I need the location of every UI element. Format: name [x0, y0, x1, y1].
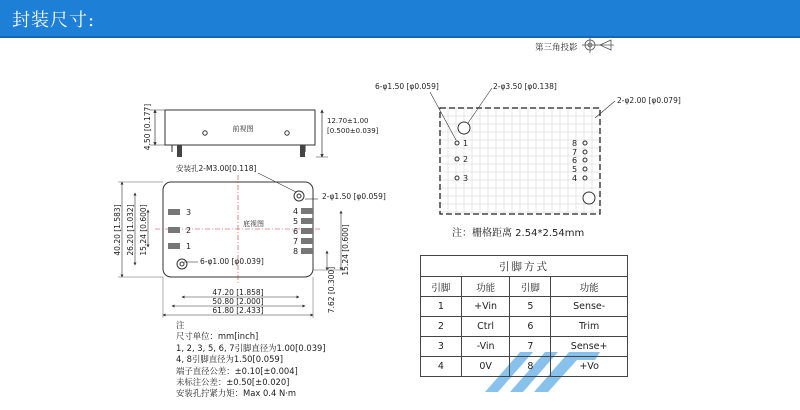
pin-table: [420, 255, 628, 377]
front-height-dim: 4.50 [0.177]: [143, 103, 152, 151]
note-line: 未标注公差：±0.50[±0.020]: [176, 377, 290, 388]
dim-right-1: 7.62 [0.300]: [327, 266, 336, 314]
pcb-left-pin: 3: [463, 174, 469, 183]
pin-table-row: [421, 357, 628, 377]
pin-length-dim-1: 12.70±1.00: [327, 117, 369, 125]
pin-table-row: [421, 337, 628, 357]
notes-title: 注: [176, 320, 185, 330]
pin-table-title: 引脚方式: [421, 256, 628, 277]
pin-number: 3: [421, 337, 462, 357]
pin-number: 7: [510, 337, 551, 357]
grid-note: 注：栅格距离 2.54*2.54mm: [452, 228, 585, 239]
bottom-left-pin: 3: [186, 208, 192, 217]
bottom-right-pin: 8: [293, 247, 299, 256]
pcb-right-pin: 5: [572, 165, 578, 174]
pin-table-header: 引脚: [421, 277, 462, 297]
pin-hole-large-label: 2-φ1.50 [φ0.059]: [322, 192, 386, 201]
front-view: [143, 104, 379, 157]
front-view-label: 前视图: [232, 125, 254, 133]
bottom-view: [113, 163, 386, 318]
pcb-right-pin: 7: [572, 148, 578, 157]
dim-height-outer: 40.20 [1.583]: [113, 204, 122, 256]
pin-function: Trim: [551, 317, 628, 337]
third-angle-projection-icon: [582, 37, 614, 53]
pin-number: 1: [421, 297, 462, 317]
pin-number: 4: [421, 357, 462, 377]
dim-height-mid: 26.20 [1.032]: [126, 204, 135, 256]
note-line: 安装孔拧紧力矩：Max 0.4 N·m: [176, 388, 297, 399]
note-line: 尺寸单位：mm[inch]: [176, 331, 259, 342]
bottom-left-pin: 1: [186, 242, 192, 251]
note-line: 1, 2, 3, 5, 6, 7引脚直径为1.00[0.039]: [176, 342, 326, 353]
bottom-right-pin: 4: [293, 207, 299, 216]
pin-hole-small-label: 6-φ1.00 [φ0.039]: [200, 257, 264, 266]
pcb-hole-1-label: 6-φ1.50 [φ0.059]: [375, 82, 439, 91]
pin-table-header: 功能: [461, 277, 510, 297]
dim-width-3: 61.80 [2.433]: [212, 306, 264, 315]
pcb-layout-view: [375, 82, 681, 214]
dim-width-1: 47.20 [1.858]: [212, 288, 264, 297]
bottom-view-label: 底视图: [243, 220, 264, 228]
header-title: 封装尺寸:: [12, 10, 96, 31]
note-line: 4, 8引脚直径为1.50[0.059]: [176, 354, 284, 365]
dim-width-2: 50.80 [2.000]: [212, 297, 264, 306]
dim-height-inner: 15.24 [0.600]: [139, 204, 148, 256]
pin-function: +Vo: [551, 357, 628, 377]
pin-table-row: [421, 317, 628, 337]
pin-function: Sense-: [551, 297, 628, 317]
pin-number: 6: [510, 317, 551, 337]
pin-function: -Vin: [461, 337, 510, 357]
pin-number: 5: [510, 297, 551, 317]
pcb-left-pin: 2: [463, 155, 469, 164]
pcb-hole-2-label: 2-φ3.50 [φ0.138]: [493, 82, 557, 91]
pcb-hole-3-label: 2-φ2.00 [φ0.079]: [617, 96, 681, 105]
bottom-right-pin: 7: [293, 237, 299, 246]
dim-right-2: 15.24 [0.600]: [341, 224, 350, 276]
note-line: 端子直径公差：±0.10[±0.004]: [176, 365, 298, 376]
pin-number: 2: [421, 317, 462, 337]
bottom-right-pin: 5: [293, 217, 299, 226]
pin-table-header: 引脚: [510, 277, 551, 297]
mount-hole-label: 安装孔2-M3.00[0.118]: [176, 164, 257, 173]
pcb-right-pin: 6: [572, 156, 578, 165]
pin-number: 8: [510, 357, 551, 377]
pcb-left-pin: 1: [463, 139, 469, 148]
pin-function: 0V: [461, 357, 510, 377]
pin-table-header: 功能: [551, 277, 628, 297]
bottom-right-pin: 6: [293, 227, 299, 236]
notes-block: [176, 320, 326, 400]
projection-label: 第三角投影: [535, 43, 578, 53]
pin-table-row: [421, 297, 628, 317]
pin-function: Sense+: [551, 337, 628, 357]
pcb-right-pin: 4: [572, 174, 578, 183]
pin-function: Ctrl: [461, 317, 510, 337]
pcb-right-pin: 8: [572, 139, 578, 148]
pin-function: +Vin: [461, 297, 510, 317]
bottom-left-pin: 2: [186, 226, 192, 235]
pin-length-dim-2: [0.500±0.039]: [327, 127, 379, 135]
